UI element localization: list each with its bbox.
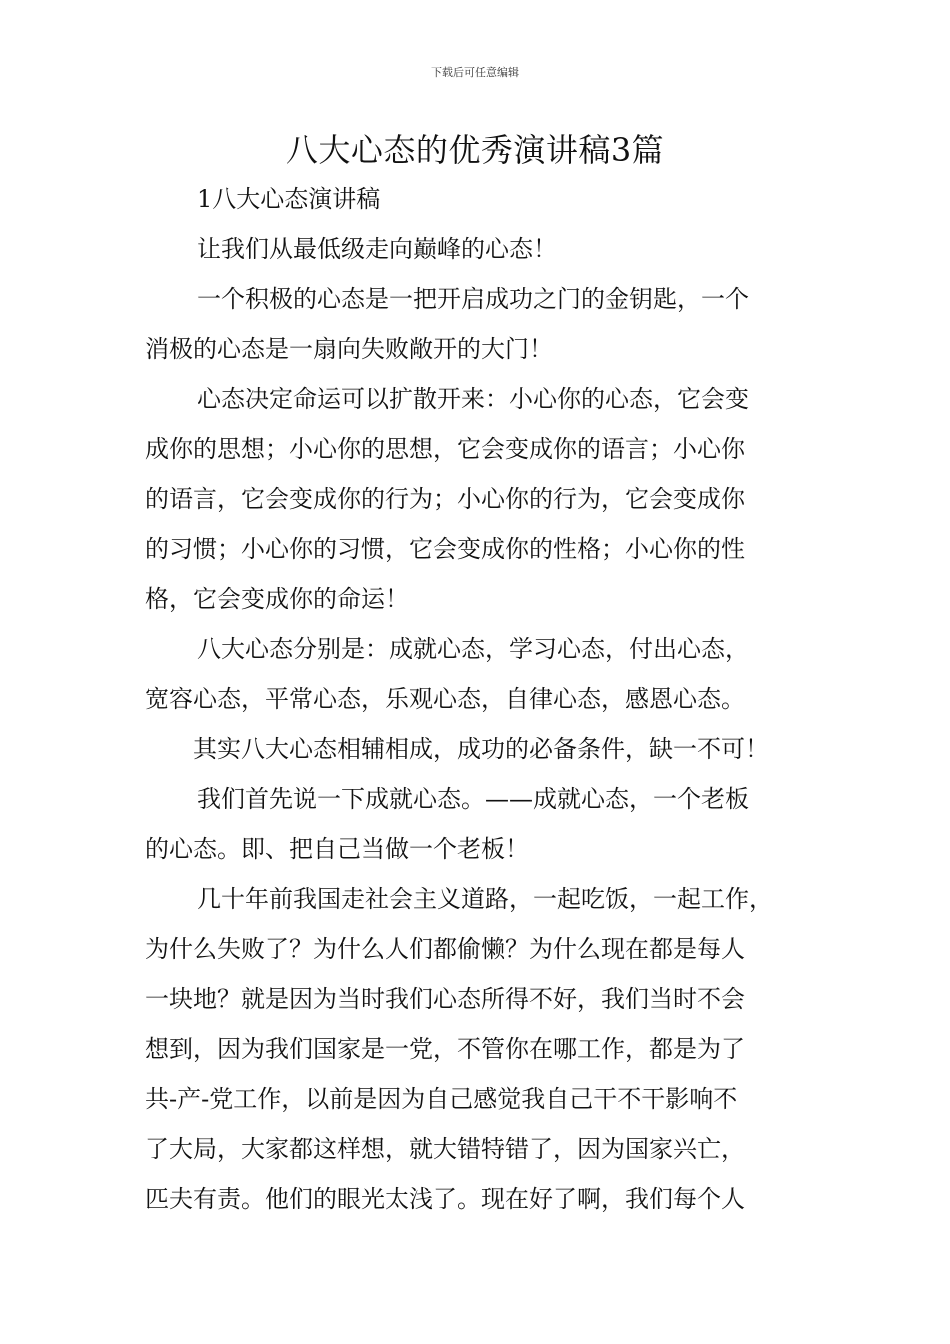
paragraph-line: 心态决定命运可以扩散开来：小心你的心态，它会变 bbox=[197, 385, 749, 413]
paragraph-line: 八大心态分别是：成就心态，学习心态，付出心态， bbox=[197, 635, 749, 663]
paragraph-line: 的习惯；小心你的习惯，它会变成你的性格；小心你的性 bbox=[145, 535, 745, 563]
header-note: 下载后可任意编辑 bbox=[431, 66, 519, 79]
paragraph-line: 成你的思想；小心你的思想，它会变成你的语言；小心你 bbox=[145, 435, 745, 463]
section-heading: 1八大心态演讲稿 bbox=[197, 185, 381, 213]
paragraph-line: 让我们从最低级走向巅峰的心态！ bbox=[197, 235, 557, 263]
paragraph-line: 共-产-党工作，以前是因为自己感觉我自己干不干影响不 bbox=[145, 1085, 738, 1113]
paragraph-line: 匹夫有责。他们的眼光太浅了。现在好了啊，我们每个人 bbox=[145, 1185, 745, 1213]
paragraph-line: 了大局，大家都这样想，就大错特错了，因为国家兴亡， bbox=[145, 1135, 745, 1163]
paragraph-line: 想到，因为我们国家是一党，不管你在哪工作，都是为了 bbox=[145, 1035, 745, 1063]
paragraph-line: 格，它会变成你的命运！ bbox=[145, 585, 409, 613]
document-title: 八大心态的优秀演讲稿3篇 bbox=[285, 131, 665, 169]
paragraph-line: 的心态。即、把自己当做一个老板！ bbox=[145, 835, 529, 863]
paragraph-line: 我们首先说一下成就心态。——成就心态，一个老板 bbox=[197, 785, 749, 813]
paragraph-line: 消极的心态是一扇向失败敞开的大门！ bbox=[145, 335, 553, 363]
paragraph-line: 其实八大心态相辅相成，成功的必备条件，缺一不可！ bbox=[193, 735, 769, 763]
paragraph-line: 为什么失败了？为什么人们都偷懒？为什么现在都是每人 bbox=[145, 935, 745, 963]
paragraph-line: 的语言，它会变成你的行为；小心你的行为，它会变成你 bbox=[145, 485, 745, 513]
paragraph-line: 宽容心态，平常心态，乐观心态，自律心态，感恩心态。 bbox=[145, 685, 745, 713]
paragraph-line: 几十年前我国走社会主义道路，一起吃饭，一起工作， bbox=[197, 885, 773, 913]
paragraph-line: 一个积极的心态是一把开启成功之门的金钥匙，一个 bbox=[197, 285, 749, 313]
paragraph-line: 一块地？就是因为当时我们心态所得不好，我们当时不会 bbox=[145, 985, 745, 1013]
